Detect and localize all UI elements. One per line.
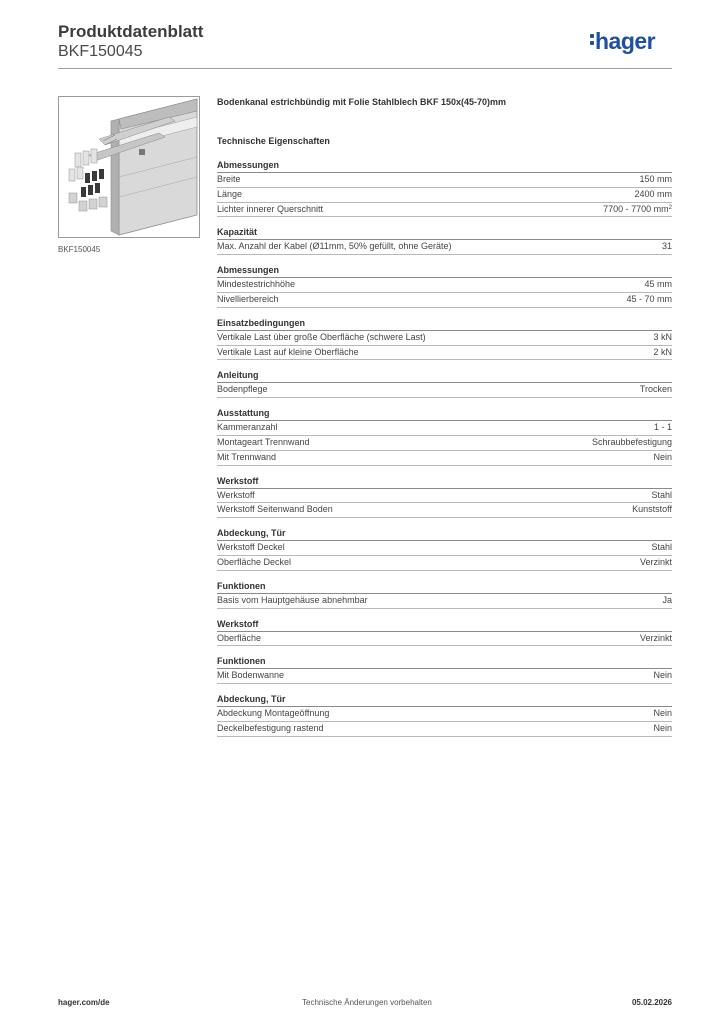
property-section bbox=[217, 475, 672, 519]
document-header bbox=[58, 22, 203, 62]
property-value-text: Nein bbox=[653, 451, 672, 462]
property-label: Oberfläche Deckel bbox=[217, 556, 292, 567]
property-value bbox=[653, 669, 672, 683]
property-label: Lichter innerer Querschnitt bbox=[217, 203, 324, 214]
property-row bbox=[217, 203, 672, 218]
property-value bbox=[654, 421, 672, 435]
datasheet-content bbox=[217, 96, 672, 746]
property-value-text: 31 bbox=[661, 241, 672, 252]
property-value-text: Nein bbox=[653, 670, 672, 681]
property-value bbox=[603, 203, 672, 217]
property-row bbox=[217, 707, 672, 722]
property-value bbox=[653, 722, 672, 736]
section-title: Anleitung bbox=[217, 369, 672, 383]
property-row bbox=[217, 436, 672, 451]
property-row bbox=[217, 556, 672, 571]
property-value bbox=[662, 240, 672, 254]
property-value-text: Stahl bbox=[651, 542, 672, 553]
property-value bbox=[653, 331, 672, 345]
property-label: Vertikale Last auf kleine Oberfläche bbox=[217, 346, 359, 357]
property-label: Vertikale Last über große Oberfläche (schwere Last) bbox=[217, 331, 426, 342]
property-value-text: Nein bbox=[653, 708, 672, 719]
property-sections bbox=[217, 159, 672, 737]
property-section bbox=[217, 527, 672, 571]
property-value-text: 1 - 1 bbox=[653, 422, 672, 433]
property-label: Werkstoff Deckel bbox=[217, 542, 285, 553]
property-row bbox=[217, 594, 672, 609]
property-label: Basis vom Hauptgehäuse abnehmbar bbox=[217, 594, 368, 605]
property-label: Mit Bodenwanne bbox=[217, 670, 285, 681]
property-value bbox=[640, 556, 672, 570]
property-row bbox=[217, 722, 672, 737]
property-value-text: 2400 mm bbox=[634, 188, 672, 199]
property-row bbox=[217, 331, 672, 346]
property-value bbox=[662, 594, 672, 608]
product-description: Bodenkanal estrichbündig mit Folie Stahlblech BKF 150x(45-70)mm bbox=[217, 97, 507, 107]
section-title: Funktionen bbox=[217, 580, 672, 594]
product-image bbox=[58, 96, 200, 238]
property-value-text: Verzinkt bbox=[639, 556, 672, 567]
property-label: Mindestestrichhöhe bbox=[217, 279, 296, 290]
property-label: Breite bbox=[217, 174, 241, 184]
property-row bbox=[217, 173, 672, 188]
property-value-text: Ja bbox=[662, 594, 672, 605]
document-title: Produktdatenblatt bbox=[58, 22, 204, 41]
property-section bbox=[217, 618, 672, 647]
section-title: Werkstoff bbox=[217, 475, 672, 489]
property-value bbox=[653, 707, 672, 721]
property-value bbox=[653, 346, 672, 360]
property-row bbox=[217, 383, 672, 398]
property-value bbox=[632, 503, 672, 517]
property-value-text: Kunststoff bbox=[632, 504, 672, 515]
property-value bbox=[592, 436, 672, 450]
property-row bbox=[217, 278, 672, 293]
property-row bbox=[217, 188, 672, 203]
footer-date: 05.02.2026 bbox=[631, 998, 672, 1007]
property-row bbox=[217, 451, 672, 466]
property-label: Deckelbefestigung rastend bbox=[217, 722, 324, 733]
logo-colon-icon bbox=[590, 34, 594, 46]
section-title: Abmessungen bbox=[217, 159, 672, 173]
technical-properties-heading: Technische Eigenschaften bbox=[217, 136, 330, 146]
image-caption: BKF150045 bbox=[58, 245, 101, 254]
article-number: BKF150045 bbox=[58, 43, 143, 60]
property-section bbox=[217, 693, 672, 737]
property-value bbox=[639, 173, 672, 187]
property-label: Kammeranzahl bbox=[217, 422, 278, 433]
property-value-text: Stahl bbox=[651, 489, 672, 500]
property-value bbox=[626, 293, 672, 307]
property-value-text: 3 kN bbox=[653, 331, 672, 342]
section-title: Einsatzbedingungen bbox=[217, 317, 672, 331]
section-title: Ausstattung bbox=[217, 407, 672, 421]
property-value bbox=[651, 541, 672, 555]
section-title: Abdeckung, Tür bbox=[217, 527, 672, 541]
property-row bbox=[217, 503, 672, 518]
property-row bbox=[217, 669, 672, 684]
section-title: Kapazität bbox=[217, 226, 672, 240]
property-value bbox=[651, 489, 672, 503]
property-row bbox=[217, 489, 672, 504]
property-value-text: Trocken bbox=[639, 384, 672, 395]
property-value bbox=[640, 383, 672, 397]
property-value bbox=[644, 278, 672, 292]
property-row bbox=[217, 632, 672, 647]
property-label: Max. Anzahl der Kabel (Ø11mm, 50% gefüllt, ohne Geräte) bbox=[217, 241, 452, 252]
section-title: Abdeckung, Tür bbox=[217, 693, 672, 707]
property-row bbox=[217, 346, 672, 361]
property-value-text: Nein bbox=[653, 722, 672, 733]
property-value-text: 45 - 70 mm bbox=[626, 293, 672, 304]
property-row bbox=[217, 541, 672, 556]
property-value-superscript: 2 bbox=[668, 204, 672, 211]
property-value-text: 2 kN bbox=[653, 346, 672, 357]
property-label: Bodenpflege bbox=[217, 384, 268, 395]
property-section bbox=[217, 655, 672, 684]
property-label: Abdeckung Montageöffnung bbox=[217, 708, 330, 719]
property-label: Länge bbox=[217, 188, 243, 199]
property-value bbox=[640, 632, 672, 646]
property-row bbox=[217, 421, 672, 436]
property-value bbox=[653, 451, 672, 465]
section-title: Funktionen bbox=[217, 655, 672, 669]
footer-website: hager.com/de bbox=[58, 998, 110, 1007]
property-row bbox=[217, 240, 672, 255]
property-label: Nivellierbereich bbox=[217, 293, 279, 304]
footer-notice: Technische Änderungen vorbehalten bbox=[302, 998, 432, 1007]
section-title: Abmessungen bbox=[217, 264, 672, 278]
hager-logo: hager bbox=[590, 28, 655, 55]
property-section bbox=[217, 264, 672, 308]
property-section bbox=[217, 369, 672, 398]
property-label: Montageart Trennwand bbox=[217, 436, 310, 447]
property-row bbox=[217, 293, 672, 308]
property-value-text: 45 mm bbox=[644, 279, 672, 290]
property-section bbox=[217, 407, 672, 465]
property-label: Mit Trennwand bbox=[217, 451, 277, 462]
property-value-text: Schraubbefestigung bbox=[591, 436, 672, 447]
property-label: Werkstoff Seitenwand Boden bbox=[217, 504, 333, 515]
property-label: Werkstoff bbox=[217, 489, 255, 500]
section-title: Werkstoff bbox=[217, 618, 672, 632]
header-divider bbox=[58, 68, 672, 69]
property-label: Oberfläche bbox=[217, 632, 262, 643]
property-value bbox=[634, 188, 672, 202]
property-value-text: Verzinkt bbox=[639, 632, 672, 643]
property-section bbox=[217, 580, 672, 609]
property-section bbox=[217, 317, 672, 361]
floor-duct-illustration bbox=[59, 97, 199, 237]
property-section bbox=[217, 159, 672, 217]
property-section bbox=[217, 226, 672, 255]
property-value-text: 7700 - 7700 mm bbox=[603, 203, 669, 214]
property-value-text: 150 mm bbox=[639, 174, 672, 184]
